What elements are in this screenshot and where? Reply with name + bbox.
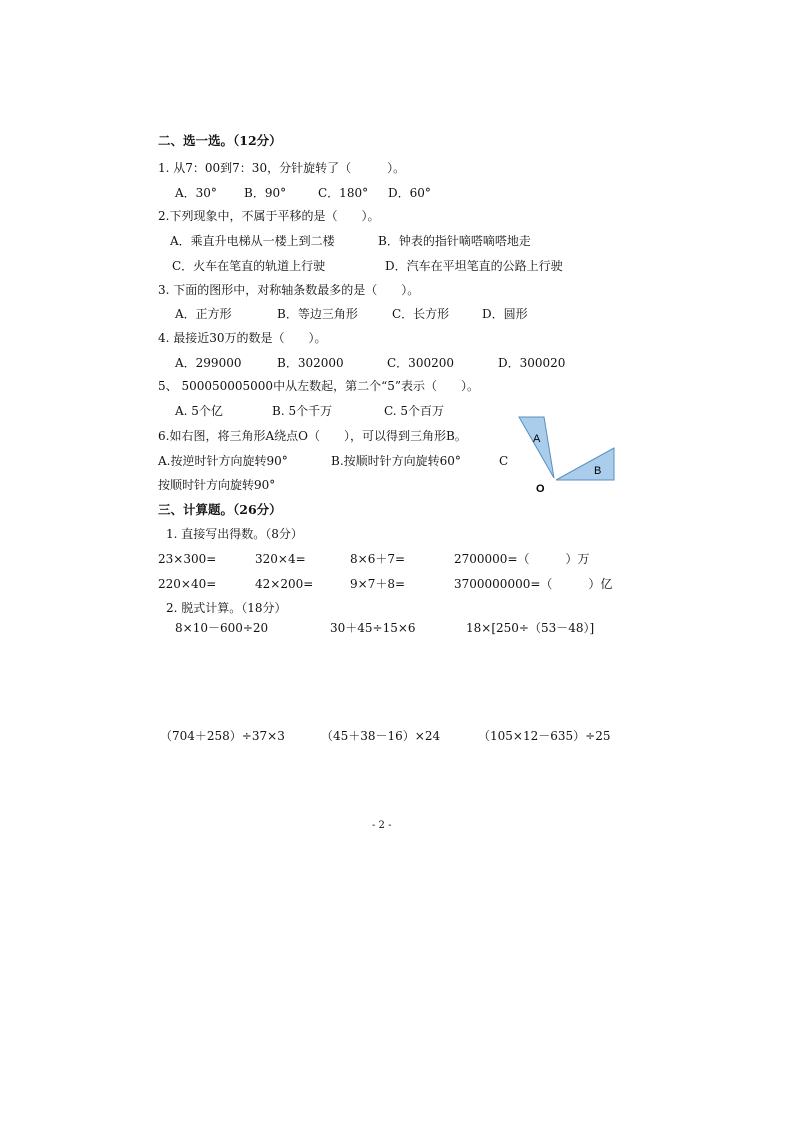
q4-option-a: A．299000 <box>175 356 242 370</box>
q2-stem: 2.下列现象中，不属于平移的是（ ）。 <box>158 209 380 223</box>
q1-option-d: D．60° <box>388 186 431 200</box>
page-number: - 2 - <box>372 820 392 831</box>
section-3-title: 三、计算题。（26分） <box>158 502 282 517</box>
stepwise-calc-2: 30＋45÷15×6 <box>330 621 416 635</box>
q5-option-a: A. 5个亿 <box>175 404 223 418</box>
q2-option-b: B．钟表的指针嘀嗒嘀嗒地走 <box>378 234 531 248</box>
oral-calc-5: 220×40= <box>158 577 217 591</box>
q3-stem: 3. 下面的图形中，对称轴条数最多的是（ ）。 <box>158 283 420 297</box>
oral-calc-8: 3700000000=（ ）亿 <box>454 577 613 591</box>
q4-option-d: D．300020 <box>498 356 566 370</box>
q5-option-c: C. 5个百万 <box>384 404 445 418</box>
q2-option-a: A．乘直升电梯从一楼上到二楼 <box>170 234 335 248</box>
stepwise-calc-5: （45＋38－16）×24 <box>321 729 441 743</box>
q1-option-c: C．180° <box>318 186 369 200</box>
point-o-label: O <box>536 483 545 495</box>
q3-option-b: B．等边三角形 <box>277 307 358 321</box>
oral-calc-2: 320×4= <box>255 552 306 566</box>
part1-title: 1. 直接写出得数。（8分） <box>166 527 303 541</box>
q4-option-c: C．300200 <box>387 356 454 370</box>
q6-option-c: 按顺时针方向旋转90° <box>158 478 276 492</box>
triangle-a-label: A <box>533 433 541 445</box>
oral-calc-6: 42×200= <box>255 577 314 591</box>
stepwise-calc-4: （704＋258）÷37×3 <box>160 729 285 743</box>
q5-option-b: B. 5个千万 <box>272 404 333 418</box>
stepwise-calc-1: 8×10－600÷20 <box>175 621 269 635</box>
q6-stem: 6.如右图，将三角形A绕点O（ ），可以得到三角形B。 <box>158 429 467 443</box>
stepwise-calc-3: 18×[250÷（53－48）] <box>466 621 595 635</box>
rotation-figure <box>516 414 620 496</box>
oral-calc-3: 8×6＋7= <box>350 552 406 566</box>
q1-option-b: B．90° <box>244 186 287 200</box>
q6-option-b: B.按顺时针方向旋转60° <box>331 454 461 468</box>
q6-option-a: A.按逆时针方向旋转90° <box>158 454 288 468</box>
q3-option-a: A．正方形 <box>175 307 232 321</box>
section-2-title: 二、选一选。（12分） <box>158 133 282 148</box>
q3-option-c: C．长方形 <box>392 307 450 321</box>
q6-option-c-marker: C <box>499 454 509 468</box>
triangle-b <box>556 448 614 480</box>
stepwise-calc-6: （105×12－635）÷25 <box>478 729 611 743</box>
oral-calc-7: 9×7＋8= <box>350 577 406 591</box>
oral-calc-1: 23×300= <box>158 552 217 566</box>
q4-option-b: B．302000 <box>277 356 344 370</box>
q1-option-a: A．30° <box>175 186 217 200</box>
part2-title: 2. 脱式计算。（18分） <box>166 601 287 615</box>
triangle-b-label: B <box>594 465 602 477</box>
q1-stem: 1. 从7：00到7：30，分针旋转了（ ）。 <box>158 161 406 175</box>
q2-option-c: C．火车在笔直的轨道上行驶 <box>172 259 326 273</box>
triangle-a <box>519 417 554 478</box>
q4-stem: 4. 最接近30万的数是（ ）。 <box>158 331 327 345</box>
q2-option-d: D．汽车在平坦笔直的公路上行驶 <box>385 259 563 273</box>
q5-stem: 5、 500050005000中从左数起，第二个“5”表示（ ）。 <box>158 379 479 393</box>
q3-option-d: D．圆形 <box>482 307 528 321</box>
oral-calc-4: 2700000=（ ）万 <box>454 552 590 566</box>
